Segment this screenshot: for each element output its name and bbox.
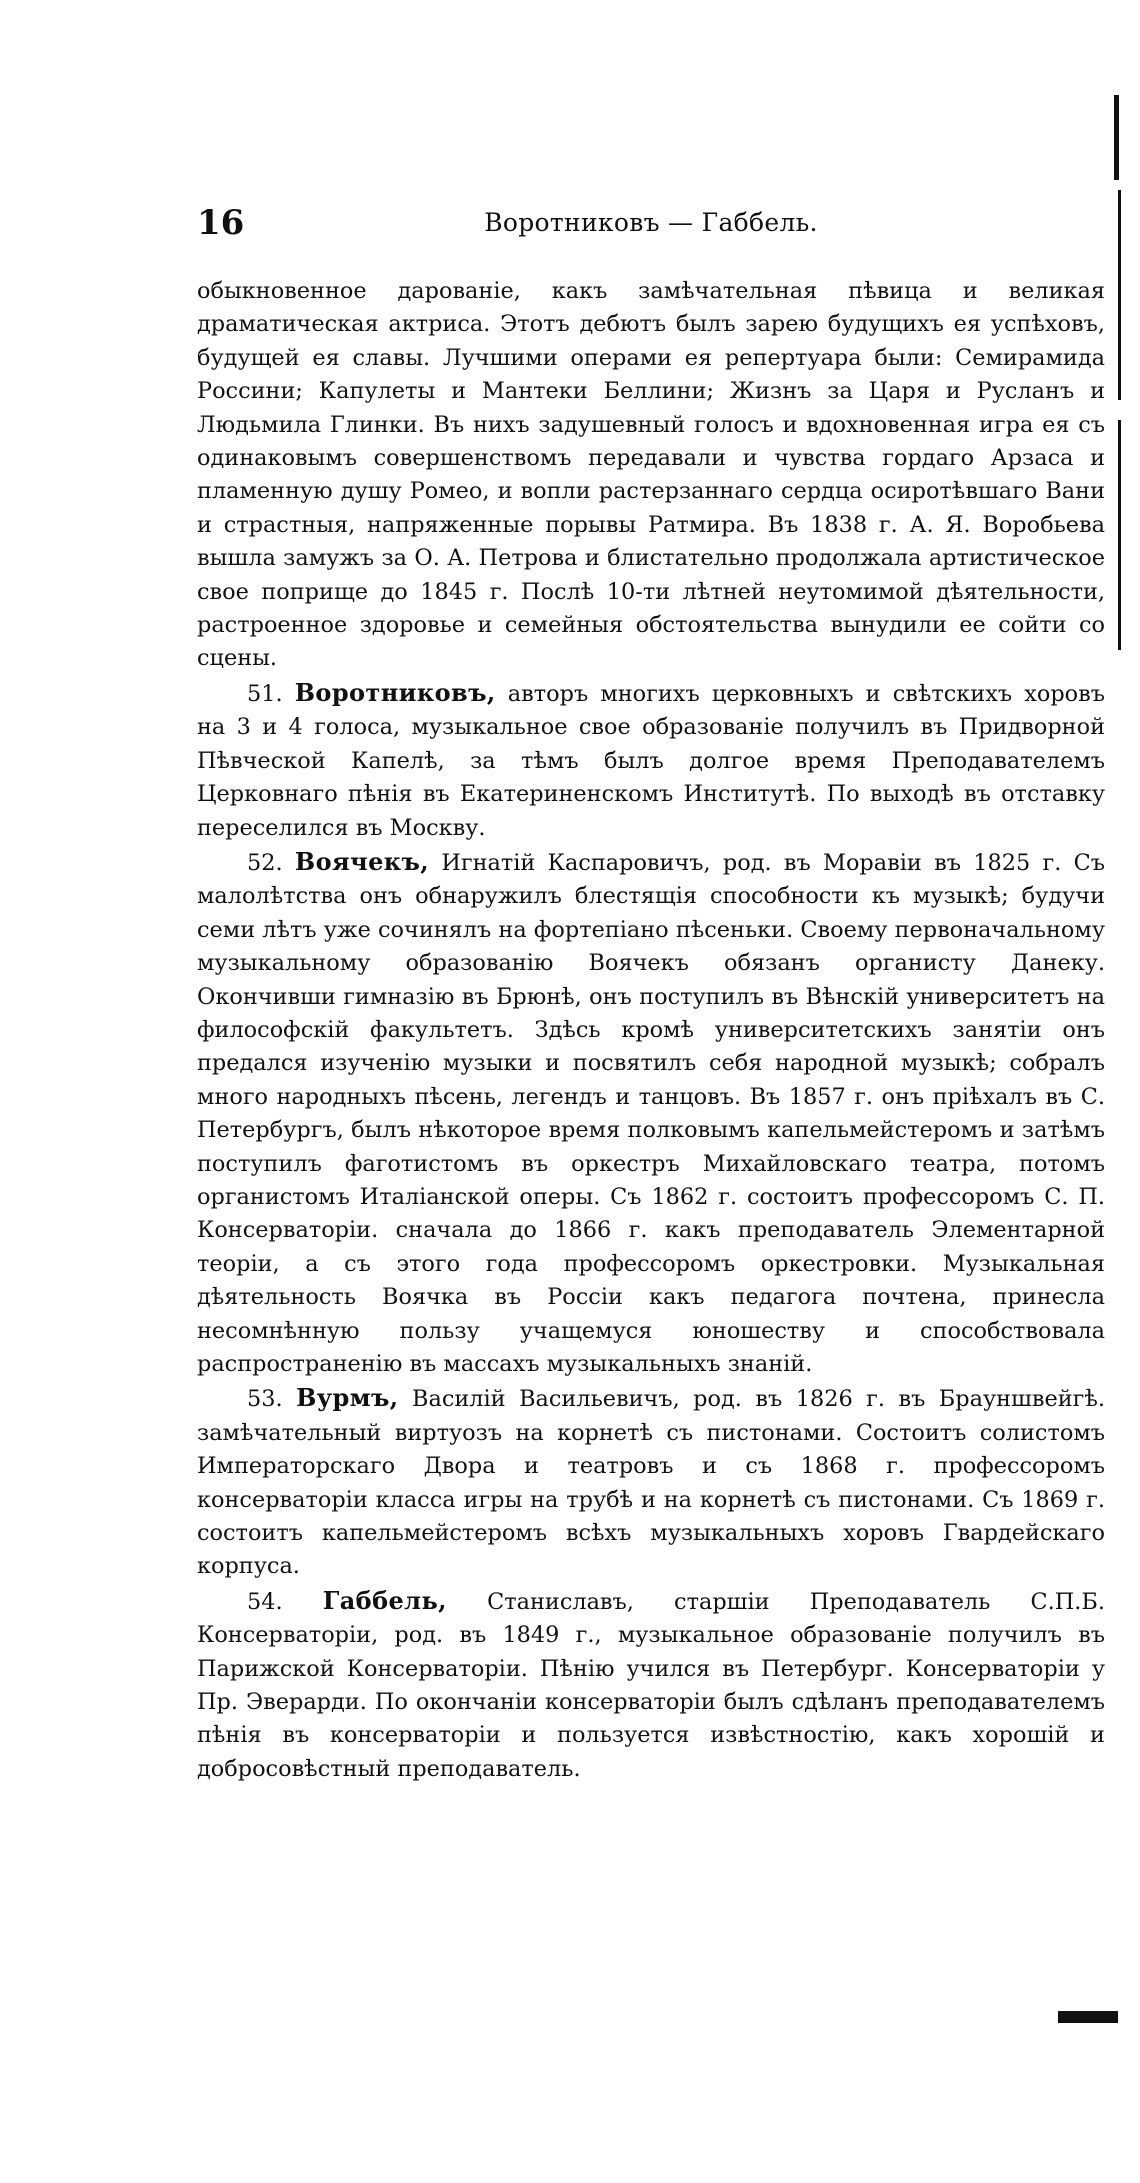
entry-text: Василій Васильевичъ, род. въ 1826 г. въ Брауншвейгѣ. замѣчательный виртуозъ на корнетѣ съ пистонами. Состоитъ солистомъ Императорскаго Двора и театровъ и съ 1868 г. профессоромъ консерваторіи класса игры на трубѣ и на корнетѣ съ пистонами. Съ 1869 г. состоитъ капельмейстеромъ всѣхъ музыкальныхъ хоровъ Гвардейскаго корпуса. — [197, 1386, 1105, 1580]
entry-number: 51. — [247, 680, 283, 707]
page-number: 16 — [197, 203, 245, 243]
entry-54 — [197, 1584, 1105, 1786]
entry-name: Воячекъ, — [294, 846, 430, 876]
entry-52 — [197, 845, 1105, 1382]
entry-name: Воротниковъ, — [294, 677, 496, 707]
entry-51 — [197, 676, 1105, 845]
running-title: Воротниковъ — Габбель. — [484, 208, 818, 237]
entry-number: 52. — [247, 849, 283, 876]
scan-edge-mark-top — [1114, 95, 1119, 180]
scan-edge-mark-lower — [1118, 420, 1121, 650]
page-header — [197, 203, 1105, 243]
scan-edge-mark-bottom — [1058, 2011, 1118, 2023]
page-body — [197, 275, 1105, 1786]
continuation-paragraph: обыкновенное дарованіе, какъ замѣчательная пѣвица и великая драматическая актриса. Этотъ дебютъ былъ зарею будущихъ ея успѣховъ, будущей ея славы. Лучшими операми ея репертуара были: Семирамида Россини; Капулеты и Мантеки Беллини; Жизнъ за Царя и Русланъ и Людьмила Глинки. Въ нихъ задушевный голосъ и вдохновенная игра ея съ одинаковымъ совершенствомъ передавали и чувства гордаго Арзаса и пламенную душу Ромео, и вопли растерзаннаго сердца осиротѣвшаго Вани и страстныя, напряженные порывы Ратмира. Въ 1838 г. А. Я. Воробьева вышла замужъ за О. А. Петрова и блистательно продолжала артистическое свое поприще до 1845 г. Послѣ 10-ти лѣтней неутомимой дѣятельности, растроенное здоровье и семейныя обстоятельства вынудили ее сойти со сцены. — [197, 278, 1105, 672]
entry-name: Габбель, — [322, 1585, 447, 1615]
entry-number: 53. — [247, 1386, 283, 1413]
entry-text: авторъ многихъ церковныхъ и свѣтскихъ хоровъ на 3 и 4 голоса, музыкальное свое образованіе получилъ въ Придворной Пѣвческой Капелѣ, за тѣмъ былъ долгое время Преподавателемъ Церковнаго пѣнія въ Екатериненскомъ Институтѣ. По выходѣ въ отставку переселился въ Москву. — [197, 680, 1105, 841]
entry-name: Вурмъ, — [296, 1383, 399, 1413]
entry-53 — [197, 1381, 1105, 1583]
entry-text: Игнатій Каспаровичъ, род. въ Моравіи въ 1825 г. Съ малолѣтства онъ обнаружилъ блестящія способности къ музыкѣ; будучи семи лѣтъ уже сочинялъ на фортепіано пѣсеньки. Своему первоначальному музыкальному образованію Воячекъ обязанъ органисту Данеку. Окончивши гимназію въ Брюнѣ, онъ поступилъ въ Вѣнскій университетъ на философскій факультетъ. Здѣсь кромѣ университетскихъ занятіи онъ предался изученію музыки и посвятилъ себя народной музыкѣ; собралъ много народныхъ пѣсень, легендъ и танцовъ. Въ 1857 г. онъ пріѣхалъ въ С. Петербургъ, былъ нѣкоторое время полковымъ капельмейстеромъ и затѣмъ поступилъ фаготистомъ въ оркестръ Михайловскаго театра, потомъ органистомъ Италіанской оперы. Съ 1862 г. состоитъ профессоромъ С. П. Консерваторіи. сначала до 1866 г. какъ преподаватель Элементарной теоріи, а съ этого года профессоромъ оркестровки. Музыкальная дѣятельность Воячка въ Россіи какъ педагога почтена, принесла несомнѣнную пользу учащемуся юношеству и способствовала распространенію въ массахъ музыкальныхъ знаній. — [197, 849, 1105, 1377]
scan-edge-mark-middle — [1118, 190, 1121, 400]
entry-text: Станиславъ, старшiи Преподаватель С.П.Б. Консерваторіи, род. въ 1849 г., музыкальное образованіе получилъ въ Парижской Консерваторіи. Пѣнію учился въ Петербург. Консерваторіи у Пр. Эверарди. По окончаніи консерваторіи былъ сдѣланъ преподавателемъ пѣнія въ консерваторіи и пользуется извѣстностію, какъ хорошій и добросовѣстный преподаватель. — [197, 1588, 1105, 1782]
entry-number: 54. — [247, 1588, 283, 1615]
